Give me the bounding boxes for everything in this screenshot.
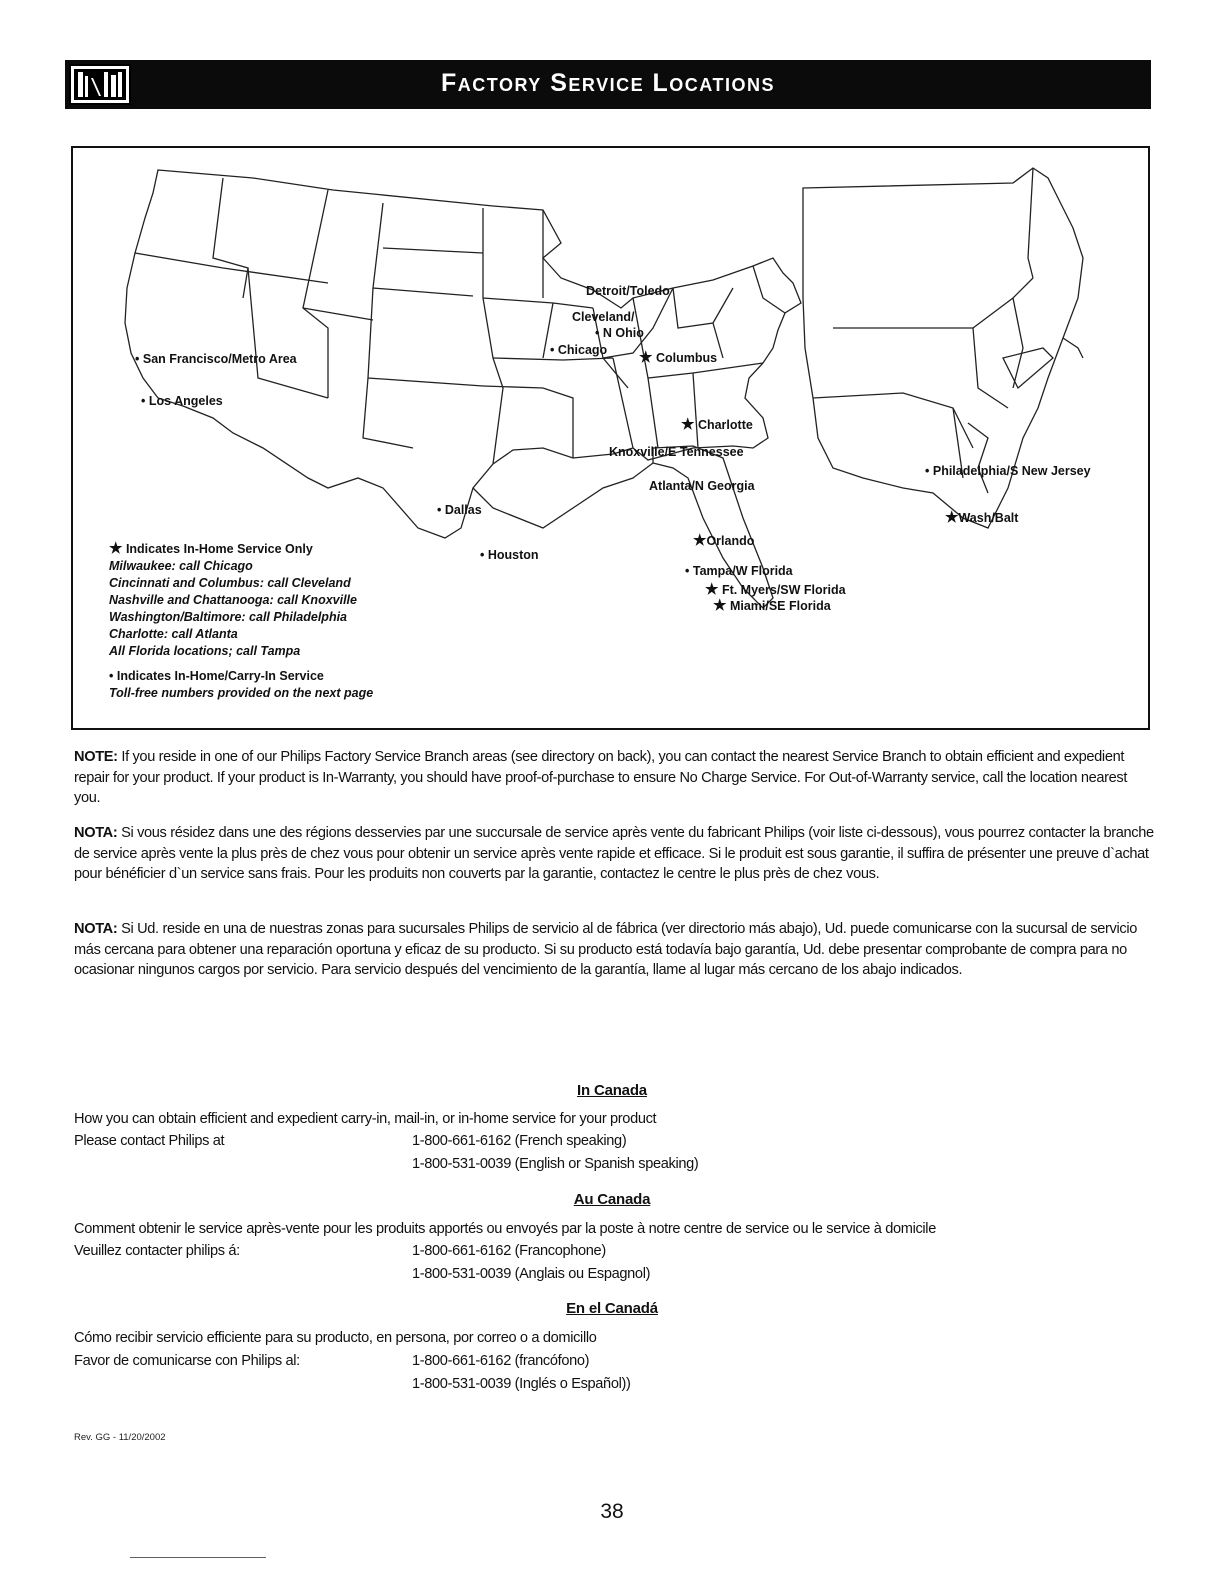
- section-title-en-el-canada: En el Canadá: [566, 1300, 658, 1317]
- canada-phone: 1-800-661-6162 (French speaking): [412, 1133, 627, 1149]
- label-columbus: Columbus: [655, 351, 718, 365]
- label-san-francisco: San Francisco/Metro Area: [142, 352, 297, 366]
- canada-intro: Cómo recibir servicio efficiente para su producto, en persona, por correo o a domicillo: [74, 1330, 597, 1346]
- note-label: NOTA:: [74, 921, 118, 937]
- label-n-ohio: N Ohio: [602, 326, 644, 340]
- legend-note: Washington/Baltimore: call Philadelphia: [109, 610, 348, 624]
- label-philadelphia: Philadelphia/S New Jersey: [932, 464, 1091, 478]
- star-icon: ★: [705, 581, 719, 598]
- section-header: [65, 60, 1151, 109]
- star-icon: ★: [945, 509, 959, 526]
- page-number: 38: [600, 1500, 624, 1523]
- star-icon: ★: [109, 540, 123, 557]
- canada-intro: Comment obtenir le service après-vente pour les produits apportés ou envoyés par la poste à notre centre de service ou le service à domicile: [74, 1221, 936, 1237]
- revision-note: Rev. GG - 11/20/2002: [74, 1432, 166, 1443]
- canada-contact: Please contact Philips at: [74, 1133, 225, 1149]
- note-text: Si Ud. reside en una de nuestras zonas para sucursales Philips de servicio al de fábrica (ver directorio más abajo), Ud. puede comunicarse con la sucursal de servicio más cercana para obtener una reparación oportuna y eficaz de su producto. Si su producto está todavía bajo garantía, Ud. debe presentar comprobante de compra para no ocasionar ningunos cargos por servicio. Para servicio después del vencimiento de la garantía, llame al lugar más cercano de los abajo indicados.: [74, 921, 1137, 978]
- note-label: NOTA:: [74, 825, 118, 841]
- note-english: [74, 747, 1154, 809]
- legend-note: Charlotte: call Atlanta: [109, 627, 238, 641]
- note-french: [74, 823, 1154, 885]
- canada-contact: Veuillez contacter philips á:: [74, 1243, 240, 1259]
- label-orlando: Orlando: [706, 534, 755, 548]
- label-los-angeles: Los Angeles: [148, 394, 223, 408]
- label-miami: Miami/SE Florida: [729, 599, 831, 613]
- label-cleveland: Cleveland/: [572, 310, 635, 324]
- label-tampa: Tampa/W Florida: [692, 564, 793, 578]
- star-icon: ★: [693, 532, 707, 549]
- us-service-map: • San Francisco/Metro Area • Los Angeles • Dallas • Houston Detroit/Toledo Cleveland/ • N Ohio • Chicago ★ Columbus ★ Charlotte Knoxville/E Tennessee Atlanta/N Georgia ★Orlando • Tampa/W Florida ★ Ft. Myers/SW Florida ★ Miami/SE Florida • Philadelphia/S New Jersey ★Wash/Balt ★ Indicates In-Home Service Only Milwaukee: call Chicago Cincinnati and Columbus: call Cleveland Nashville and Chattanooga: call Knoxville Washington/Baltimore: call Philadelphia Charlotte: call Atlanta All Florida locations; call Tampa • Indicates In-Home/Carry-In Service Toll-free numbers provided on the next page: [71, 146, 1150, 730]
- legend-note: Milwaukee: call Chicago: [109, 559, 253, 573]
- page-title: Factory Service Locations: [441, 69, 775, 97]
- star-icon: ★: [713, 597, 727, 614]
- footer-rule: [130, 1557, 266, 1558]
- canada-phone: 1-800-661-6162 (francófono): [412, 1353, 590, 1369]
- label-chicago: Chicago: [557, 343, 608, 357]
- legend-note: Cincinnati and Columbus: call Cleveland: [109, 576, 351, 590]
- legend-star-heading: Indicates In-Home Service Only: [125, 542, 313, 556]
- canada-phone: 1-800-531-0039 (Inglés o Español)): [412, 1376, 631, 1392]
- legend-note: All Florida locations; call Tampa: [109, 644, 301, 658]
- section-title-in-canada: In Canada: [577, 1082, 647, 1099]
- label-charlotte: Charlotte: [697, 418, 753, 432]
- legend-note: Nashville and Chattanooga: call Knoxville: [109, 593, 357, 607]
- canada-phone: 1-800-661-6162 (Francophone): [412, 1243, 606, 1259]
- star-icon: ★: [639, 349, 653, 366]
- canada-contact: Favor de comunicarse con Philips al:: [74, 1353, 300, 1369]
- note-label: NOTE:: [74, 749, 118, 765]
- section-title-au-canada: Au Canada: [573, 1191, 651, 1208]
- label-detroit-toledo: Detroit/Toledo: [586, 284, 670, 298]
- legend-dot-heading: Indicates In-Home/Carry-In Service: [116, 669, 324, 683]
- label-dallas: Dallas: [444, 503, 482, 517]
- legend-dot-note: Toll-free numbers provided on the next page: [109, 686, 374, 700]
- note-text: Si vous résidez dans une des régions desservies par une succursale de service après vente du fabricant Philips (voir liste ci-dessous), vous pourrez contacter la branche de service après vente la plus près de chez vous pour obtenir un service après vente rapide et efficace. Si le produit est sous garantie, il suffira de présenter une preuve d`achat pour bénéficier d`un service sans frais. Pour les produits non couverts par la garantie, contactez le centre le plus près de chez vous.: [74, 825, 1154, 882]
- canada-phone: 1-800-531-0039 (Anglais ou Espagnol): [412, 1266, 651, 1282]
- label-wash-balt: Wash/Balt: [958, 511, 1019, 525]
- canada-phone: 1-800-531-0039 (English or Spanish speaking): [412, 1156, 699, 1172]
- label-ft-myers: Ft. Myers/SW Florida: [721, 583, 846, 597]
- canada-intro: How you can obtain efficient and expedient carry-in, mail-in, or in-home service for your product: [74, 1111, 657, 1127]
- map-legend: ★ Indicates In-Home Service Only Milwaukee: call Chicago Cincinnati and Columbus: call Cleveland Nashville and Chattanooga: call Knoxville Washington/Baltimore: call Philadelphia Charlotte: call Atlanta All Florida locations; call Tampa • Indicates In-Home/Carry-In Service Toll-free numbers provided on the next page: [109, 540, 374, 700]
- label-houston: Houston: [487, 548, 539, 562]
- note-text: If you reside in one of our Philips Factory Service Branch areas (see directory on back), you can contact the nearest Service Branch to obtain efficient and expedient repair for your product. If your product is In-Warranty, you should have proof-of-purchase to ensure No Charge Service. For Out-of-Warranty service, call the location nearest you.: [74, 749, 1128, 806]
- note-spanish: [74, 919, 1154, 981]
- label-atlanta: Atlanta/N Georgia: [649, 479, 755, 493]
- label-knoxville: Knoxville/E Tennessee: [609, 445, 744, 459]
- star-icon: ★: [681, 416, 695, 433]
